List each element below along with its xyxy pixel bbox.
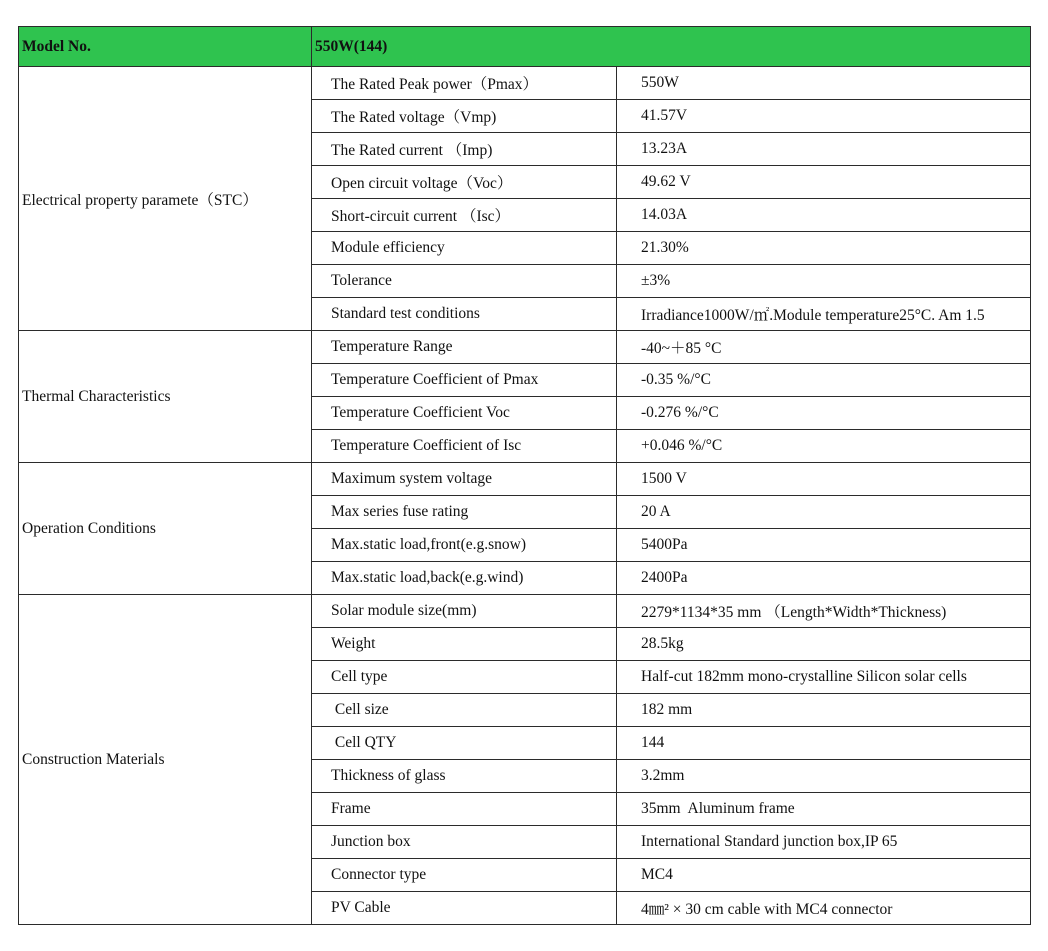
value-cell: ±3% (617, 265, 1031, 298)
property-cell: The Rated Peak power（Pmax） (312, 67, 617, 100)
model-label: Model No. (19, 27, 312, 67)
property-cell: Module efficiency (312, 232, 617, 265)
value-cell: 182 mm (617, 694, 1031, 727)
value-cell: -0.276 %/°C (617, 397, 1031, 430)
property-cell: Maximum system voltage (312, 463, 617, 496)
property-cell: Temperature Range (312, 331, 617, 364)
value-cell: 2279*1134*35 mm （Length*Width*Thickness) (617, 595, 1031, 628)
property-cell: The Rated current （Imp) (312, 133, 617, 166)
value-cell: Irradiance1000W/㎡.Module temperature25°C. Am 1.5 (617, 298, 1031, 331)
property-cell: Temperature Coefficient of Isc (312, 430, 617, 463)
value-cell: 3.2mm (617, 760, 1031, 793)
property-cell: Cell size (312, 694, 617, 727)
value-cell: -0.35 %/°C (617, 364, 1031, 397)
value-cell: MC4 (617, 859, 1031, 892)
value-cell: 4㎜² × 30 cm cable with MC4 connector (617, 892, 1031, 925)
property-cell: Solar module size(mm) (312, 595, 617, 628)
value-cell: 14.03A (617, 199, 1031, 232)
property-cell: Junction box (312, 826, 617, 859)
value-cell: 20 A (617, 496, 1031, 529)
value-cell: 2400Pa (617, 562, 1031, 595)
table-row (19, 331, 1031, 364)
value-cell: 35mm Aluminum frame (617, 793, 1031, 826)
value-cell: 28.5kg (617, 628, 1031, 661)
property-cell: PV Cable (312, 892, 617, 925)
property-cell: Max.static load,front(e.g.snow) (312, 529, 617, 562)
value-cell: 41.57V (617, 100, 1031, 133)
property-cell: Max.static load,back(e.g.wind) (312, 562, 617, 595)
group-thermal: Thermal Characteristics (19, 331, 312, 463)
property-cell: Cell type (312, 661, 617, 694)
value-cell: 21.30% (617, 232, 1031, 265)
value-cell: 550W (617, 67, 1031, 100)
header-row (19, 27, 1031, 67)
property-cell: Tolerance (312, 265, 617, 298)
value-cell: 13.23A (617, 133, 1031, 166)
value-cell: International Standard junction box,IP 65 (617, 826, 1031, 859)
property-cell: Weight (312, 628, 617, 661)
value-cell: -40~＋85 °C (617, 331, 1031, 364)
value-cell: 49.62 V (617, 166, 1031, 199)
property-cell: Standard test conditions (312, 298, 617, 331)
model-value: 550W(144) (312, 27, 1031, 67)
property-cell: Temperature Coefficient of Pmax (312, 364, 617, 397)
value-cell: Half-cut 182mm mono-crystalline Silicon solar cells (617, 661, 1031, 694)
property-cell: Thickness of glass (312, 760, 617, 793)
property-cell: Frame (312, 793, 617, 826)
property-cell: Max series fuse rating (312, 496, 617, 529)
property-cell: Temperature Coefficient Voc (312, 397, 617, 430)
property-cell: Open circuit voltage（Voc） (312, 166, 617, 199)
table-row (19, 67, 1031, 100)
table-row (19, 463, 1031, 496)
value-cell: 5400Pa (617, 529, 1031, 562)
value-cell: +0.046 %/°C (617, 430, 1031, 463)
value-cell: 144 (617, 727, 1031, 760)
value-cell: 1500 V (617, 463, 1031, 496)
group-operation: Operation Conditions (19, 463, 312, 595)
spec-table (18, 26, 1031, 925)
table-row (19, 595, 1031, 628)
group-electrical: Electrical property paramete（STC） (19, 67, 312, 331)
group-construction: Construction Materials (19, 595, 312, 925)
property-cell: The Rated voltage（Vmp) (312, 100, 617, 133)
property-cell: Connector type (312, 859, 617, 892)
property-cell: Short-circuit current （Isc） (312, 199, 617, 232)
property-cell: Cell QTY (312, 727, 617, 760)
